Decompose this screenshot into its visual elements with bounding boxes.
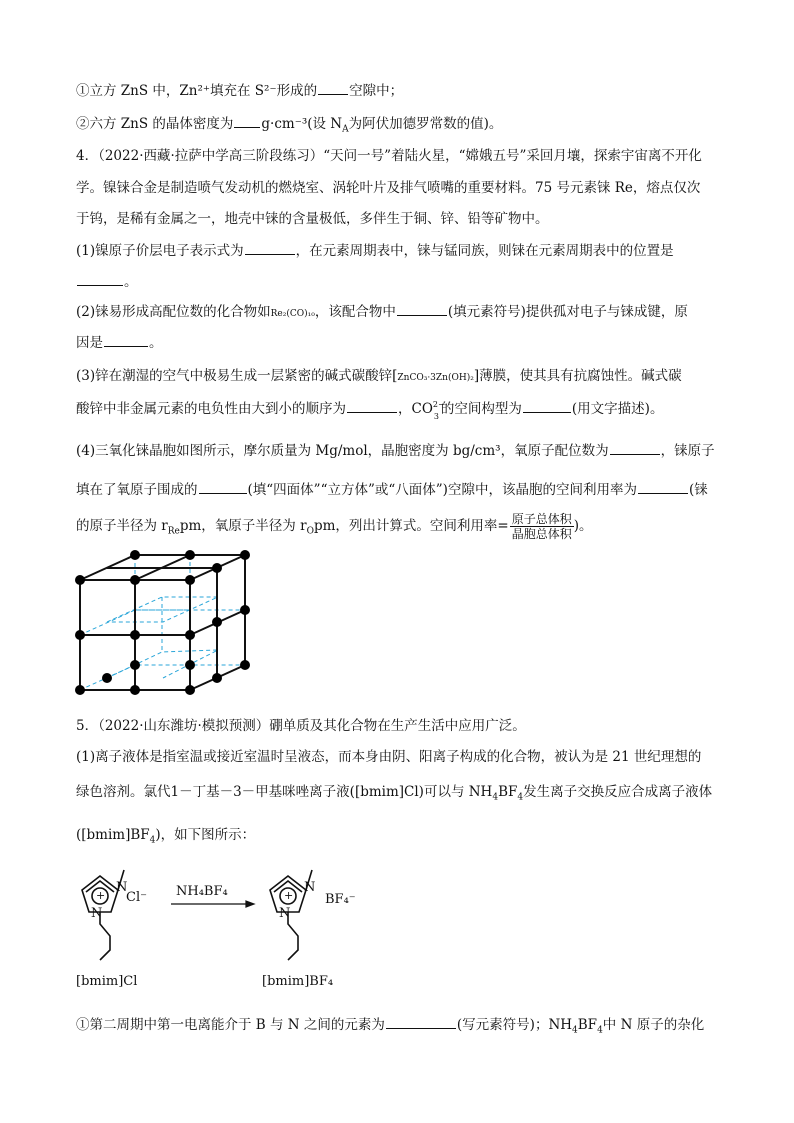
atom [240,550,250,560]
reaction-scheme [66,862,366,992]
text: 5．（2022·山东潍坊·模拟预测）硼单质及其化合物在生产生活中应用广泛。 [76,718,526,734]
text: 学。镍铼合金是制造喷气发动机的燃烧室、涡轮叶片及排气喷嘴的重要材料。75 号元素铼 Re，熔点仅次 [76,180,701,196]
text: (写元素符号)；NH [456,1017,573,1033]
text: BF [577,1017,598,1033]
text: 4．（2022·西藏·拉萨中学高三阶段练习）“天问一号”着陆火星，“嫦娥五号”采回月壤，探索宇宙离不开化 [76,148,702,164]
text: (铼 [688,482,708,498]
formula: ZnCO₃·3Zn(OH)₂ [397,373,474,383]
answer-blank [318,80,348,95]
answer-blank [347,398,397,413]
q4-part-1-cont [76,271,716,292]
arrow-head [246,901,254,907]
text: (用文字描述)。 [571,401,664,417]
left-compound-name: [bmim]Cl [76,974,138,989]
right-n-bottom: N [279,906,291,921]
atom [212,673,222,683]
left-anion: Cl⁻ [126,890,147,905]
text: ，CO [398,401,433,417]
q4-part-4-line-3 [76,511,716,541]
text: ，铼原子 [660,443,715,459]
q4-part-3 [76,366,716,388]
text: 填在了氧原子围成的 [76,482,198,498]
q4-part-2-cont [76,332,716,353]
fraction-denominator: 晶胞总体积 [511,527,572,541]
line-zns-cubic [76,80,716,101]
answer-blank [386,1014,456,1029]
text: (4)三氧化铼晶胞如图所示，摩尔质量为 Mg/mol，晶胞密度为 bg/cm³，氧原子配位数为 [76,443,609,459]
text: ①第二周期中第一电离能介于 B 与 N 之间的元素为 [76,1017,385,1033]
text: )。 [573,518,593,534]
answer-blank [245,240,295,255]
text: ①立方 ZnS 中，Zn²⁺填充在 S²⁻形成的 [76,83,318,99]
text: (3)锌在潮湿的空气中极易生成一层紧密的碱式碳酸锌[ [76,368,398,384]
text: ([bmim]BF [76,827,150,843]
atom [240,660,250,670]
subscript: A [342,124,349,135]
question-5-line-1 [76,716,716,736]
text: (填元素符号)提供孤对电子与铼成键，原 [447,304,688,320]
carbonate-charge: 2− 3 [432,400,445,421]
text: (1)离子液体是指室温或接近室温时呈液态，而本身由阴、阳离子构成的化合物，被认为是 21 世纪理想的 [76,749,702,765]
answer-blank [523,398,571,413]
atom [185,575,195,585]
text: ②六方 ZnS 的晶体密度为 [76,116,234,132]
q4-part-4 [76,440,716,461]
atom [75,685,85,695]
formula: Re₂(CO)₁₀ [270,309,315,319]
answer-blank [397,301,447,316]
q5-sub-1: ①第二周期中第一电离能介于 B 与 N 之间的元素为 (写元素符号)；$NH_4BF_4$中 N 原子的杂化 [76,1014,716,1035]
text: 。 [124,274,138,290]
right-n-top: N [304,880,316,895]
text: (2)铼易形成高配位数的化合物如 [76,304,271,320]
line-zns-hex [76,113,716,134]
text: pm，氧原子半径为 r [179,518,307,534]
q5-part-1-line-2: 绿色溶剂。氯代1－丁基－3－甲基咪唑离子液([bmim]Cl)可以与 $NH_4BF_4$发生离子交换反应合成离子液体 [76,784,713,803]
text: 因是 [76,335,103,351]
text: ]薄膜，使其具有抗腐蚀性。碱式碳 [473,368,682,384]
q5-part-1 [76,747,716,767]
text: 。 [149,335,163,351]
text: BF [498,784,518,800]
answer-blank [199,479,247,494]
text: g·cm⁻³(设 N [261,116,343,132]
reaction-arrow [171,901,254,907]
right-plus: + [284,889,294,902]
atom [130,685,140,695]
subscript: Re [167,526,180,537]
right-anion: BF₄⁻ [325,892,356,907]
fraction [510,512,574,541]
answer-blank [610,440,660,455]
question-4-line-3 [76,209,716,229]
q4-part-1 [76,240,716,261]
q4-part-3-cont [76,398,716,419]
atom [130,550,140,560]
reagent-label: NH₄BF₄ [176,884,228,899]
text: 的空间构型为 [440,401,522,417]
left-plus: + [96,889,106,902]
atom [130,575,140,585]
q4-part-4-line-2 [76,479,716,500]
atom [185,685,195,695]
atom [130,660,140,670]
text: )，如下图所示： [155,827,256,843]
atom [185,660,195,670]
left-n-bottom: N [91,906,103,921]
atom [130,630,140,640]
right-compound-name: [bmim]BF₄ [262,974,334,989]
question-4-line-1 [76,146,716,166]
text: ，在元素周期表中，铼与锰同族，则铼在元素周期表中的位置是 [295,243,674,259]
text: pm，列出计算式。空间利用率= [313,518,509,534]
atom [240,605,250,615]
text: 发生离子交换反应合成离子液体 [523,784,713,800]
fraction-numerator: 原子总体积 [511,512,572,526]
text: (1)镍原子价层电子表示式为 [76,243,244,259]
text: 绿色溶剂。氯代1－丁基－3－甲基咪唑离子液([bmim]Cl)可以与 NH [76,784,493,800]
atom [212,563,222,573]
text: 的原子半径为 r [76,518,168,534]
left-n-top: N [116,880,128,895]
text: 于钨，是稀有金属之一，地壳中铼的含量极低，多伴生于铜、锌、铅等矿物中。 [76,211,549,227]
text: (填“四面体”“立方体”或“八面体”)空隙中，该晶胞的空间利用率为 [247,482,637,498]
answer-blank [638,479,688,494]
atom [75,575,85,585]
subscript: O [306,526,314,537]
q5-part-1-line-3: $([bmim]BF_4)$，如下图所示： [76,827,256,846]
answer-blank [234,113,260,128]
atom [185,630,195,640]
crystal-cell-figure [70,540,270,710]
atom [212,617,222,627]
text: 为阿伏加德罗常数的值)。 [348,116,503,132]
atom [185,550,195,560]
atom [102,673,112,683]
dashed-line [107,650,218,678]
text: 酸锌中非金属元素的电负性由大到小的顺序为 [76,401,346,417]
text: 空隙中； [349,83,404,99]
answer-blank [104,332,148,347]
text: ，该配合物中 [314,304,396,320]
q4-part-2 [76,301,716,324]
text: 中 N 原子的杂化 [602,1017,705,1033]
question-4-line-2 [76,178,716,198]
answer-blank [77,271,123,286]
atom [75,630,85,640]
